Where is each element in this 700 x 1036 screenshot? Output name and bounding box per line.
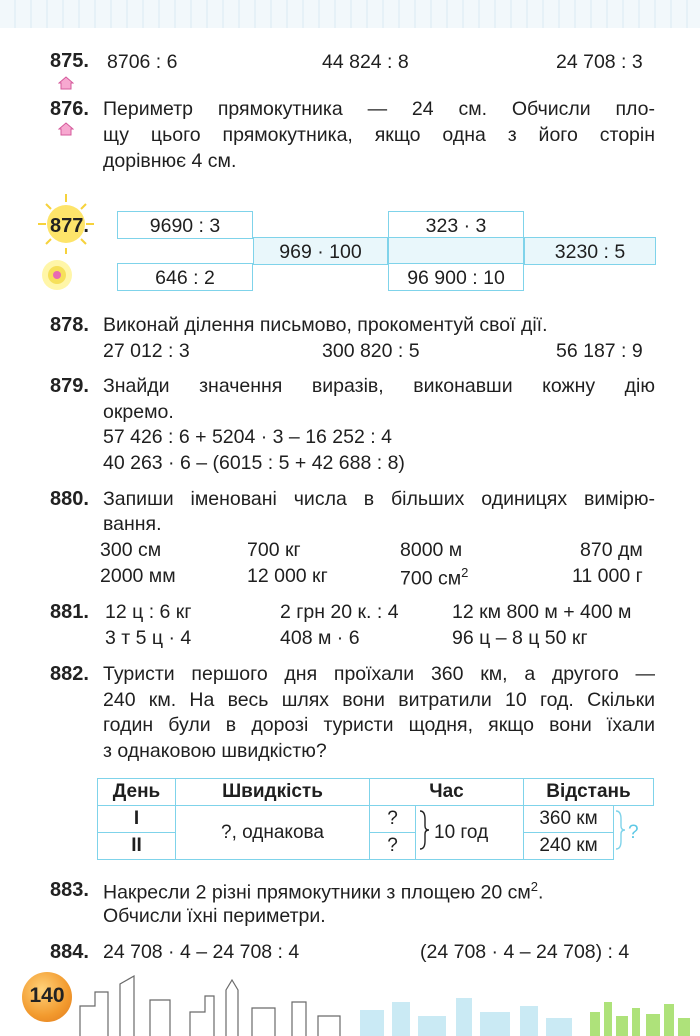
- data-table: [97, 778, 654, 860]
- table-header-day: День: [98, 779, 176, 806]
- table-distance-total: [614, 806, 654, 860]
- table-speed-cell: ?, однакова: [176, 806, 370, 860]
- grid-cell-3230-div-5: 3230 : 5: [524, 237, 656, 265]
- exercise-879-expression-2: 40 263 · 6 – (6015 : 5 + 42 688 : 8): [103, 452, 405, 474]
- exercise-882-line-1: Туристи першого дня проїхали 360 км, а другого —: [103, 663, 655, 685]
- exercise-879-number: 879.: [50, 375, 89, 397]
- exercise-880-item: 12 000 кг: [247, 565, 328, 587]
- exercise-880-item: 11 000 г: [572, 565, 643, 587]
- exercise-882-line-2: 240 км. На весь шлях вони витратили 10 год. Скільки: [103, 689, 655, 711]
- top-decoration: [0, 0, 700, 28]
- exercise-881-number: 881.: [50, 601, 89, 623]
- exercise-882-line-3: годин були в дорозі туристи щодня, якщо вони їхали: [103, 714, 655, 736]
- exercise-883-line-1: Накресли 2 різні прямокутники з площею 20 $см^2$.: [103, 879, 544, 904]
- exercise-878-expr-a: 27 012 : 3: [103, 340, 190, 362]
- exercise-879-line-2: окремо.: [103, 401, 174, 423]
- grid-cell-9690-div-3: 9690 : 3: [117, 211, 253, 239]
- exercise-875-number: 875.: [50, 50, 89, 72]
- brace-icon: [418, 809, 430, 857]
- exercise-878-expr-c: 56 187 : 9: [556, 340, 643, 362]
- table-header-speed: Швидкість: [176, 779, 370, 806]
- superscript: 2: [530, 879, 538, 894]
- exercise-881-item: 3 т 5 ц · 4: [105, 627, 192, 649]
- city-skyline-decoration: [0, 972, 700, 1036]
- total-distance-question: ?: [628, 821, 639, 843]
- exercise-884-expr-b: (24 708 · 4 – 24 708) : 4: [420, 941, 630, 963]
- exercise-879-expression-1: 57 426 : 6 + 5204 · 3 – 16 252 : 4: [103, 426, 392, 448]
- exercise-882-number: 882.: [50, 663, 89, 685]
- exercise-880-line-1: Запиши іменовані числа в більших одиницях вимірю-: [103, 488, 655, 510]
- table-day-2: II: [98, 833, 176, 860]
- exercise-881-item: 12 ц : 6 кг: [105, 601, 192, 623]
- table-header-distance: Відстань: [524, 779, 654, 806]
- table-total-time: [416, 806, 524, 860]
- exercise-876-line-1: Периметр прямокутника — 24 см. Обчисли пло-: [103, 98, 655, 120]
- exercise-878-number: 878.: [50, 314, 89, 336]
- brace-icon: [614, 809, 626, 857]
- grid-cell-323-mul-3: 323 · 3: [388, 211, 524, 239]
- table-distance-1: 360 км: [524, 806, 614, 833]
- flower-icon: [40, 258, 74, 292]
- page-number: 140: [29, 984, 65, 1007]
- exercise-881-item: 96 ц – 8 ц 50 кг: [452, 627, 588, 649]
- grid-cell-96900-div-10: 96 900 : 10: [388, 263, 524, 291]
- exercise-881-item: 408 м · 6: [280, 627, 360, 649]
- superscript: 2: [461, 565, 469, 580]
- total-time-label: 10 год: [434, 821, 489, 843]
- exercise-884-expr-a: 24 708 · 4 – 24 708 : 4: [103, 941, 300, 963]
- table-day-1: I: [98, 806, 176, 833]
- table-header-time: Час: [370, 779, 524, 806]
- exercise-880-number: 880.: [50, 488, 89, 510]
- exercise-875-expr-b: 44 824 : 8: [322, 51, 409, 73]
- exercise-876-line-3: дорівнює 4 см.: [103, 150, 237, 172]
- table-time-2: ?: [370, 833, 416, 860]
- grid-cell-969-mul-100: 969 · 100: [253, 237, 388, 265]
- exercise-882-line-4: з однаковою швидкістю?: [103, 740, 327, 762]
- exercise-879-line-1: Знайди значення виразів, виконавши кожну дію: [103, 375, 655, 397]
- exercise-883-number: 883.: [50, 879, 89, 901]
- exercise-884-number: 884.: [50, 941, 89, 963]
- exercise-880-item: 8000 м: [400, 539, 463, 561]
- house-icon: [58, 76, 74, 90]
- table-distance-2: 240 км: [524, 833, 614, 860]
- exercise-880-item: 2000 мм: [100, 565, 176, 587]
- house-icon: [58, 122, 74, 136]
- exercise-877-number: 877.: [50, 215, 89, 237]
- exercise-878-expr-b: 300 820 : 5: [322, 340, 420, 362]
- grid-cell-646-div-2: 646 : 2: [117, 263, 253, 291]
- exercise-875-expr-c: 24 708 : 3: [556, 51, 643, 73]
- exercise-880-line-2: вання.: [103, 513, 162, 535]
- grid-cell-blank: [388, 237, 524, 265]
- exercise-878-line-1: Виконай ділення письмово, прокоментуй свої дії.: [103, 314, 548, 336]
- exercise-880-item: 700 кг: [247, 539, 301, 561]
- exercise-880-item: 870 дм: [580, 539, 643, 561]
- exercise-883-line-2: Обчисли їхні периметри.: [103, 905, 326, 927]
- exercise-875-expr-a: 8706 : 6: [107, 51, 178, 73]
- exercise-876-line-2: щу цього прямокутника, якщо одна з його сторін: [103, 124, 655, 146]
- table-time-1: ?: [370, 806, 416, 833]
- exercise-876-number: 876.: [50, 98, 89, 120]
- exercise-881-item: 2 грн 20 к. : 4: [280, 601, 399, 623]
- exercise-880-item-sq-cm: 700 $см^2$: [400, 565, 469, 590]
- exercise-881-item: 12 км 800 м + 400 м: [452, 601, 632, 623]
- exercise-880-item: 300 см: [100, 539, 162, 561]
